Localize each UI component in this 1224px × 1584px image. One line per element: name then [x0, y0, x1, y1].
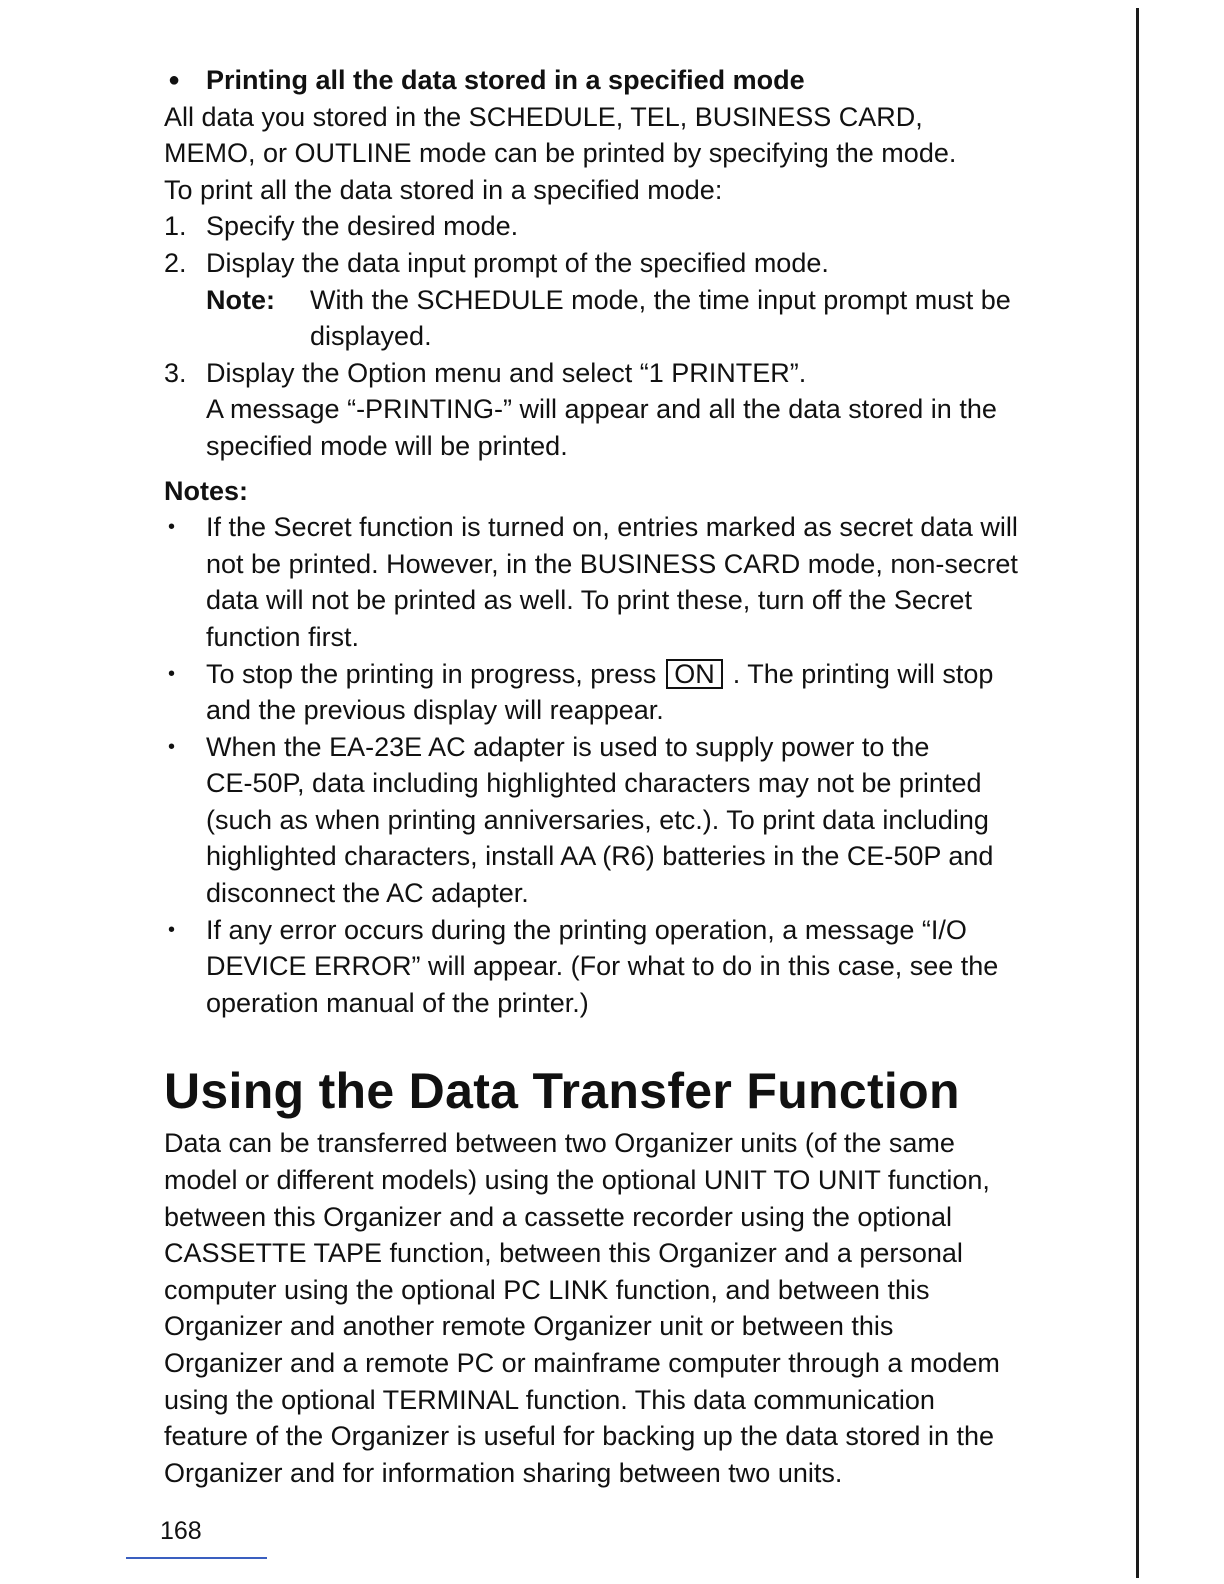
step-2 — [164, 245, 1094, 355]
on-key-label: ON — [666, 659, 723, 689]
notes-heading: Notes: — [164, 475, 249, 506]
page-number: 168 — [160, 1517, 202, 1545]
transfer-line: Data can be transferred between two Organizer units (of the same — [164, 1128, 955, 1159]
note-text-before-key: To stop the printing in progress, press — [206, 658, 657, 689]
transfer-paragraph — [164, 1125, 1094, 1491]
step-text: Display the data input prompt of the specified mode. — [206, 247, 829, 278]
bullet-icon: • — [168, 662, 176, 685]
transfer-line: Organizer and a remote PC or mainframe computer through a modem — [164, 1348, 1000, 1378]
note-item — [164, 729, 1094, 912]
note-line: operation manual of the printer.) — [206, 987, 589, 1018]
step-text: Specify the desired mode. — [206, 211, 519, 242]
note-item — [164, 912, 1094, 1022]
transfer-line: model or different models) using the optional UNIT TO UNIT function, — [164, 1165, 990, 1196]
step-result-line: A message “-PRINTING-” will appear and all the data stored in the — [206, 394, 997, 425]
note-line: CE-50P, data including highlighted characters may not be printed — [206, 768, 982, 799]
note-text-after-key: . The printing will stop — [732, 658, 994, 689]
note-line: not be printed. However, in the BUSINESS CARD mode, non-secret — [206, 548, 1018, 579]
note-line: If the Secret function is turned on, entries marked as secret data will — [206, 512, 1018, 543]
bullet-icon: • — [168, 735, 176, 758]
intro-line: All data you stored in the SCHEDULE, TEL, BUSINESS CARD, — [164, 101, 923, 132]
page-edge-line — [1136, 8, 1139, 1578]
transfer-heading: Using the Data Transfer Function — [164, 1063, 960, 1120]
step-1 — [164, 208, 1094, 245]
step-note-line: displayed. — [310, 321, 432, 352]
intro-line: MEMO, or OUTLINE mode can be printed by specifying the mode. — [164, 138, 957, 169]
transfer-line: feature of the Organizer is useful for backing up the data stored in the — [164, 1421, 994, 1452]
note-line: (such as when printing anniversaries, etc.). To print data including — [206, 804, 989, 835]
step-number: 2. — [164, 247, 187, 278]
note-line: When the EA-23E AC adapter is used to supply power to the — [206, 731, 930, 762]
step-result-line: specified mode will be printed. — [206, 430, 568, 461]
step-note-line: With the SCHEDULE mode, the time input prompt must be — [310, 284, 1011, 315]
note-line: If any error occurs during the printing operation, a message “I/O — [206, 914, 967, 945]
intro-line: To print all the data stored in a specified mode: — [164, 174, 723, 205]
note-line-with-key — [206, 656, 1094, 693]
step-number: 3. — [164, 357, 187, 388]
note-line: disconnect the AC adapter. — [206, 878, 529, 909]
note-line: and the previous display will reappear. — [206, 695, 664, 726]
page-content — [164, 62, 1094, 1491]
transfer-line: using the optional TERMINAL function. This data communication — [164, 1384, 935, 1415]
note-line: data will not be printed as well. To print these, turn off the Secret — [206, 585, 972, 616]
note-line: DEVICE ERROR” will appear. (For what to do in this case, see the — [206, 951, 999, 982]
note-item — [164, 509, 1094, 655]
transfer-line: CASSETTE TAPE function, between this Organizer and a personal — [164, 1238, 963, 1269]
step-note-label: Note: — [206, 284, 275, 315]
step-number: 1. — [164, 211, 187, 242]
transfer-line: Organizer and for information sharing between two units. — [164, 1457, 843, 1488]
transfer-line: computer using the optional PC LINK function, and between this — [164, 1274, 930, 1305]
note-line: highlighted characters, install AA (R6) batteries in the CE-50P and — [206, 841, 994, 872]
note-item — [164, 656, 1094, 729]
transfer-line: between this Organizer and a cassette recorder using the optional — [164, 1201, 952, 1232]
step-note — [206, 282, 1094, 355]
bullet-icon: • — [168, 516, 176, 539]
note-line: function first. — [206, 621, 360, 652]
transfer-line: Organizer and another remote Organizer unit or between this — [164, 1311, 894, 1342]
step-text: Display the Option menu and select “1 PRINTER”. — [206, 357, 807, 388]
bullet-icon: ● — [168, 69, 181, 91]
footer-rule — [126, 1557, 267, 1559]
bullet-icon: • — [168, 918, 176, 941]
step-3 — [164, 355, 1094, 465]
section-heading-text: Printing all the data stored in a specified mode — [206, 65, 805, 95]
section-heading — [164, 62, 1094, 99]
